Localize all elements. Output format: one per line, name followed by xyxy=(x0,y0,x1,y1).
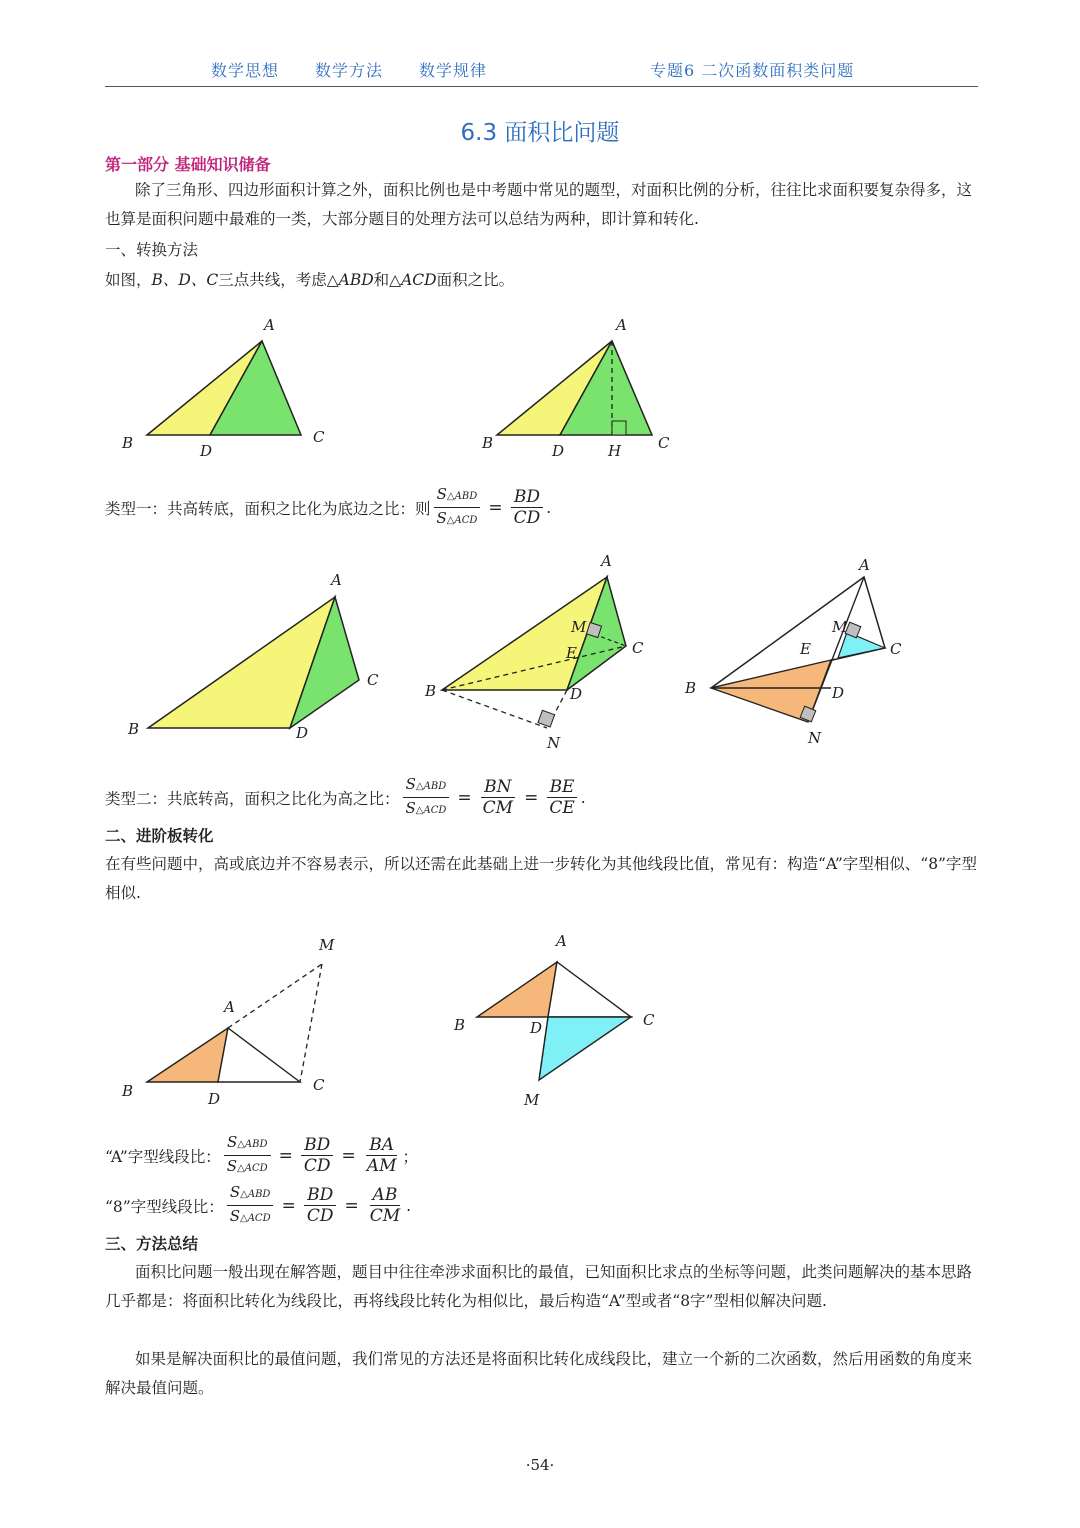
label-c: C xyxy=(632,639,644,657)
fraction-ab-cm xyxy=(367,1185,403,1226)
type2-formula xyxy=(105,774,586,821)
type1-text: 类型一：共高转底，面积之比化为底边之比：则 xyxy=(105,499,431,518)
subscript-abd: △ABD xyxy=(415,781,447,792)
subscript-abd: △ABD xyxy=(237,1139,268,1150)
numerator-ab: AB xyxy=(370,1185,401,1206)
label-b: B xyxy=(482,434,494,452)
text-run-italic: △ABD xyxy=(326,271,374,289)
fraction-be-ce xyxy=(546,777,577,818)
label-a: A xyxy=(331,571,342,589)
figure-common-base-1 xyxy=(120,560,390,750)
label-a: A xyxy=(859,556,870,574)
label-h: H xyxy=(608,442,622,460)
label-a: A xyxy=(556,932,567,950)
fraction-bd-cd xyxy=(511,487,544,528)
subscript-acd: △ACD xyxy=(415,805,447,816)
triangle-dcm xyxy=(539,1017,631,1080)
label-a: A xyxy=(616,316,627,334)
label-n: N xyxy=(547,734,561,752)
numerator-bn: BN xyxy=(481,777,514,798)
numerator-bd: BD xyxy=(511,487,543,508)
type1-formula xyxy=(105,484,551,531)
subscript-acd: △ACD xyxy=(446,515,478,526)
denominator-cd: CD xyxy=(513,508,541,528)
section-title: 6.3 面积比问题 xyxy=(460,120,620,146)
header-item-method: 数学方法 xyxy=(315,61,384,80)
eight-shape-formula xyxy=(105,1182,411,1229)
numerator-be: BE xyxy=(547,777,578,798)
period: . xyxy=(580,788,586,807)
label-d: D xyxy=(296,724,309,742)
denominator-cd: CD xyxy=(303,1156,331,1176)
a-shape-formula xyxy=(105,1132,418,1179)
header-item-thought: 数学思想 xyxy=(211,61,280,80)
triangle-abd xyxy=(147,1028,228,1082)
label-b: B xyxy=(685,679,697,697)
text-run: 如图， xyxy=(105,271,152,289)
label-d: D xyxy=(570,685,583,703)
label-d: D xyxy=(832,684,845,702)
summary-paragraph-2: 如果是解决面积比的最值问题，我们常见的方法还是将面积比转化成线段比，建立一个新的二次函数，然后用函数的角度来解决最值问题。 xyxy=(105,1350,973,1397)
numerator-ba: BA xyxy=(366,1135,397,1156)
denominator-cm: CM xyxy=(482,798,514,818)
equals-sign: = xyxy=(281,1195,296,1216)
s-symbol: S xyxy=(405,775,416,793)
label-c: C xyxy=(367,671,379,689)
label-m: M xyxy=(571,618,587,636)
text-run: 和 xyxy=(373,271,390,289)
label-m: M xyxy=(319,936,335,954)
text-run-italic: △ACD xyxy=(389,271,437,289)
page-header xyxy=(105,58,978,87)
denominator-ce: CE xyxy=(549,798,575,818)
header-item-rule: 数学规律 xyxy=(419,61,488,80)
figure-eight-shape-similarity xyxy=(450,930,680,1110)
perp-bn xyxy=(442,690,547,728)
figure-triangle-split xyxy=(110,310,350,470)
label-a: A xyxy=(224,998,235,1016)
section-2-text: 在有些问题中，高或底边并不容易表示，所以还需在此基础上进一步转化为其他线段比值，常见有：构造“A”字型相似、“8”字型相似. xyxy=(105,855,977,902)
label-a: A xyxy=(264,316,275,334)
denominator-cd: CD xyxy=(306,1206,334,1226)
a-ratio-label: “A”字型线段比： xyxy=(105,1147,221,1166)
text-run: 面积之比。 xyxy=(436,271,515,289)
intro-paragraph: 除了三角形、四边形面积计算之外，面积比例也是中考题中常见的题型，对面积比例的分析，往往比求面积要复杂得多，这也算是面积问题中最难的一类，大部分题目的处理方法可以总结为两种，即计算和转化. xyxy=(105,181,973,228)
text-run: 三点共线，考虑 xyxy=(218,271,327,289)
s-symbol: S xyxy=(405,799,416,817)
subscript-acd: △ACD xyxy=(240,1213,271,1224)
page-number: ·54· xyxy=(525,1456,555,1474)
s-symbol: S xyxy=(226,1133,238,1151)
s-symbol: S xyxy=(436,485,447,503)
fraction-area xyxy=(227,1182,274,1229)
fraction-ba-am xyxy=(364,1135,400,1176)
section-3-heading: 三、方法总结 xyxy=(105,1234,199,1253)
fraction-area xyxy=(403,774,450,821)
figure-a-shape-similarity xyxy=(110,930,370,1110)
equals-sign: = xyxy=(344,1195,359,1216)
fraction-area xyxy=(434,484,481,531)
semicolon: ； xyxy=(402,1147,418,1166)
denominator-am: AM xyxy=(366,1156,397,1176)
label-c: C xyxy=(313,428,325,446)
numerator-bd: BD xyxy=(304,1185,336,1206)
label-c: C xyxy=(643,1011,655,1029)
label-a: A xyxy=(601,552,612,570)
label-b: B xyxy=(425,682,437,700)
equals-sign: = xyxy=(278,1145,293,1166)
label-d: D xyxy=(530,1019,543,1037)
triangle-acd xyxy=(218,1028,300,1082)
label-b: B xyxy=(128,720,140,738)
part-heading: 第一部分 基础知识储备 xyxy=(105,155,271,174)
figure-common-base-2 xyxy=(420,550,660,750)
label-b: B xyxy=(122,434,134,452)
label-c: C xyxy=(313,1076,325,1094)
right-angle-mark xyxy=(612,421,626,435)
header-topic: 专题6 二次函数面积类问题 xyxy=(650,61,855,80)
subscript-abd: △ABD xyxy=(240,1189,271,1200)
segment-am xyxy=(228,964,322,1028)
s-symbol: S xyxy=(229,1183,241,1201)
label-c: C xyxy=(890,640,902,658)
label-b: B xyxy=(122,1082,134,1100)
label-d: D xyxy=(208,1090,221,1108)
s-symbol: S xyxy=(229,1207,240,1225)
subscript-acd: △ACD xyxy=(237,1163,268,1174)
equals-sign: = xyxy=(457,787,472,808)
label-d: D xyxy=(200,442,213,460)
equals-sign: = xyxy=(488,497,503,518)
label-b: B xyxy=(454,1016,466,1034)
fraction-bd-cd xyxy=(301,1135,334,1176)
denominator-cm: CM xyxy=(369,1206,401,1226)
fraction-area xyxy=(224,1132,271,1179)
s-symbol: S xyxy=(436,509,447,527)
type2-text: 类型二：共底转高，面积之比化为高之比： xyxy=(105,789,400,808)
figure-triangle-height xyxy=(480,310,710,470)
right-angle-mark-n xyxy=(538,710,555,727)
label-e: E xyxy=(800,640,811,658)
period: . xyxy=(546,498,552,517)
figure-common-base-3 xyxy=(680,550,920,750)
triangle-abd xyxy=(477,962,557,1017)
fraction-bd-cd xyxy=(304,1185,337,1226)
s-symbol: S xyxy=(226,1157,238,1175)
label-c: C xyxy=(658,434,670,452)
triangle-acd xyxy=(548,962,631,1017)
label-m: M xyxy=(524,1091,540,1109)
section-2-heading: 二、进阶板转化 xyxy=(105,826,214,845)
section-1-heading: 一、转换方法 xyxy=(105,241,199,259)
label-e: E xyxy=(566,644,577,662)
fraction-bn-cm xyxy=(480,777,516,818)
text-run-italic: B、D、C xyxy=(151,271,219,289)
eight-ratio-label: “8”字型线段比： xyxy=(105,1197,224,1216)
label-m: M xyxy=(832,618,848,636)
segment-mc xyxy=(300,964,322,1082)
section-1-text xyxy=(105,268,514,290)
label-n: N xyxy=(808,729,822,747)
numerator-bd: BD xyxy=(301,1135,333,1156)
period: . xyxy=(406,1196,412,1215)
equals-sign: = xyxy=(341,1145,356,1166)
equals-sign: = xyxy=(524,787,539,808)
label-d: D xyxy=(552,442,565,460)
summary-paragraph-1: 面积比问题一般出现在解答题，题目中往往牵涉求面积比的最值，已知面积比求点的坐标等问题，此类问题解决的基本思路几乎都是：将面积比转化为线段比，再将线段比转化为相似比，最后构造“A”型或者“8字”型相似解决问题. xyxy=(105,1263,973,1310)
subscript-abd: △ABD xyxy=(446,491,478,502)
